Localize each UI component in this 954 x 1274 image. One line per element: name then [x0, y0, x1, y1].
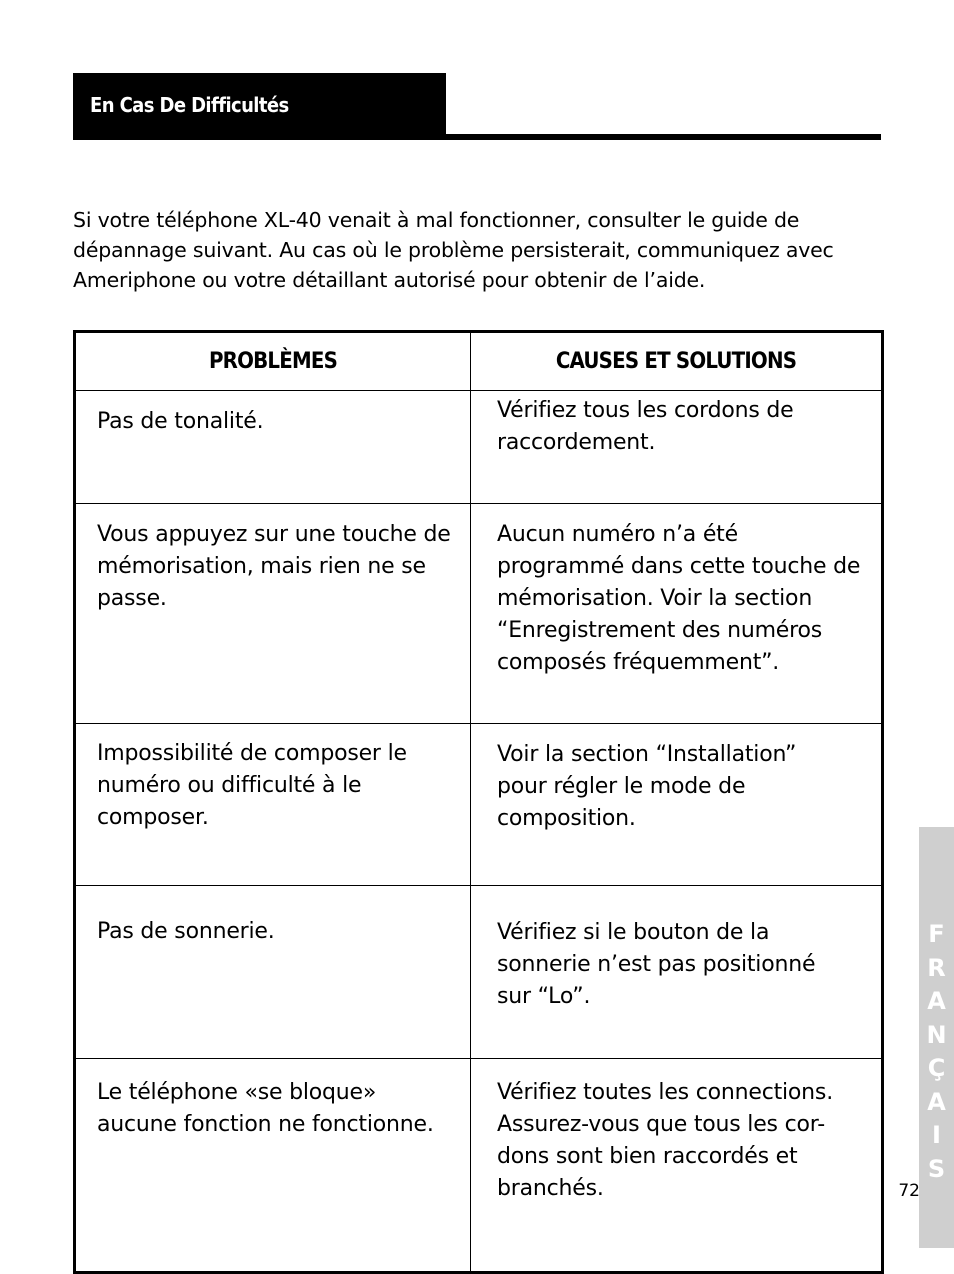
- intro-paragraph: [73, 205, 873, 295]
- solution-cell: [471, 1059, 883, 1273]
- problem-line: mémorisation, mais rien ne se: [97, 554, 426, 579]
- table-row: [75, 504, 883, 724]
- problem-line: Vous appuyez sur une touche de: [97, 522, 451, 547]
- tab-letter: S: [927, 1154, 946, 1183]
- intro-line: Si votre téléphone XL-40 venait à mal fonctionner, consulter le guide de: [73, 208, 800, 232]
- intro-line: dépannage suivant. Au cas où le problème persisterait, communiquez avec: [73, 238, 834, 262]
- table-row: [75, 391, 883, 504]
- column-header-solutions: CAUSES ET SOLUTIONS: [471, 332, 883, 391]
- solution-line: sonnerie n’est pas positionné: [497, 952, 816, 977]
- solution-line: composition.: [497, 806, 636, 831]
- header-rule: [73, 134, 881, 140]
- tab-letter: N: [926, 1020, 947, 1049]
- solution-line: Vérifiez si le bouton de la: [497, 920, 770, 945]
- problem-line: numéro ou difficulté à le: [97, 773, 362, 798]
- tab-letter: F: [928, 920, 945, 948]
- problem-line: Pas de tonalité.: [97, 409, 264, 434]
- tab-letter: R: [927, 953, 946, 982]
- solution-line: programmé dans cette touche de: [497, 554, 861, 579]
- solution-cell: [471, 504, 883, 724]
- solution-line: raccordement.: [497, 430, 656, 455]
- solution-line: Vérifiez toutes les connections.: [497, 1080, 833, 1105]
- solution-line: pour régler le mode de: [497, 774, 746, 799]
- solution-line: branchés.: [497, 1176, 604, 1201]
- solution-line: Aucun numéro n’a été: [497, 522, 738, 547]
- problem-cell: [75, 504, 471, 724]
- problem-line: Impossibilité de composer le: [97, 741, 407, 766]
- table-row: [75, 1059, 883, 1273]
- solution-line: “Enregistrement des numéros: [497, 618, 823, 643]
- problem-line: Pas de sonnerie.: [97, 919, 275, 944]
- solution-cell: [471, 724, 883, 886]
- tab-letter: A: [927, 1087, 946, 1116]
- table-header-row: [75, 332, 883, 391]
- problem-line: aucune fonction ne fonctionne.: [97, 1112, 434, 1137]
- solution-line: Assurez-vous que tous les cor-: [497, 1112, 825, 1137]
- problem-cell: [75, 391, 471, 504]
- solution-line: Voir la section “Installation”: [497, 742, 797, 767]
- problem-line: passe.: [97, 586, 167, 611]
- section-title: En Cas De Difficultés: [90, 93, 289, 117]
- tab-letter: A: [927, 987, 946, 1015]
- solution-cell: [471, 886, 883, 1059]
- problem-cell: [75, 1059, 471, 1273]
- tab-letter: Ç: [927, 1054, 946, 1082]
- table-row: [75, 724, 883, 886]
- problem-cell: [75, 724, 471, 886]
- tab-letter: I: [932, 1121, 941, 1149]
- column-header-problems: PROBLÈMES: [75, 332, 471, 391]
- troubleshooting-table: [73, 330, 884, 1274]
- intro-line: Ameriphone ou votre détaillant autorisé pour obtenir de l’aide.: [73, 268, 706, 292]
- solution-line: Vérifiez tous les cordons de: [497, 398, 794, 423]
- solution-line: composés fréquemment”.: [497, 650, 780, 675]
- problem-line: composer.: [97, 805, 209, 830]
- solution-line: mémorisation. Voir la section: [497, 586, 813, 611]
- problem-cell: [75, 886, 471, 1059]
- section-header: [73, 73, 446, 137]
- language-tab-letters: [919, 918, 954, 1186]
- solution-line: sur “Lo”.: [497, 984, 591, 1009]
- page-number: 72: [898, 1181, 920, 1201]
- solution-line: dons sont bien raccordés et: [497, 1144, 798, 1169]
- table-row: [75, 886, 883, 1059]
- problem-line: Le téléphone «se bloque»: [97, 1080, 377, 1105]
- solution-cell: [471, 391, 883, 504]
